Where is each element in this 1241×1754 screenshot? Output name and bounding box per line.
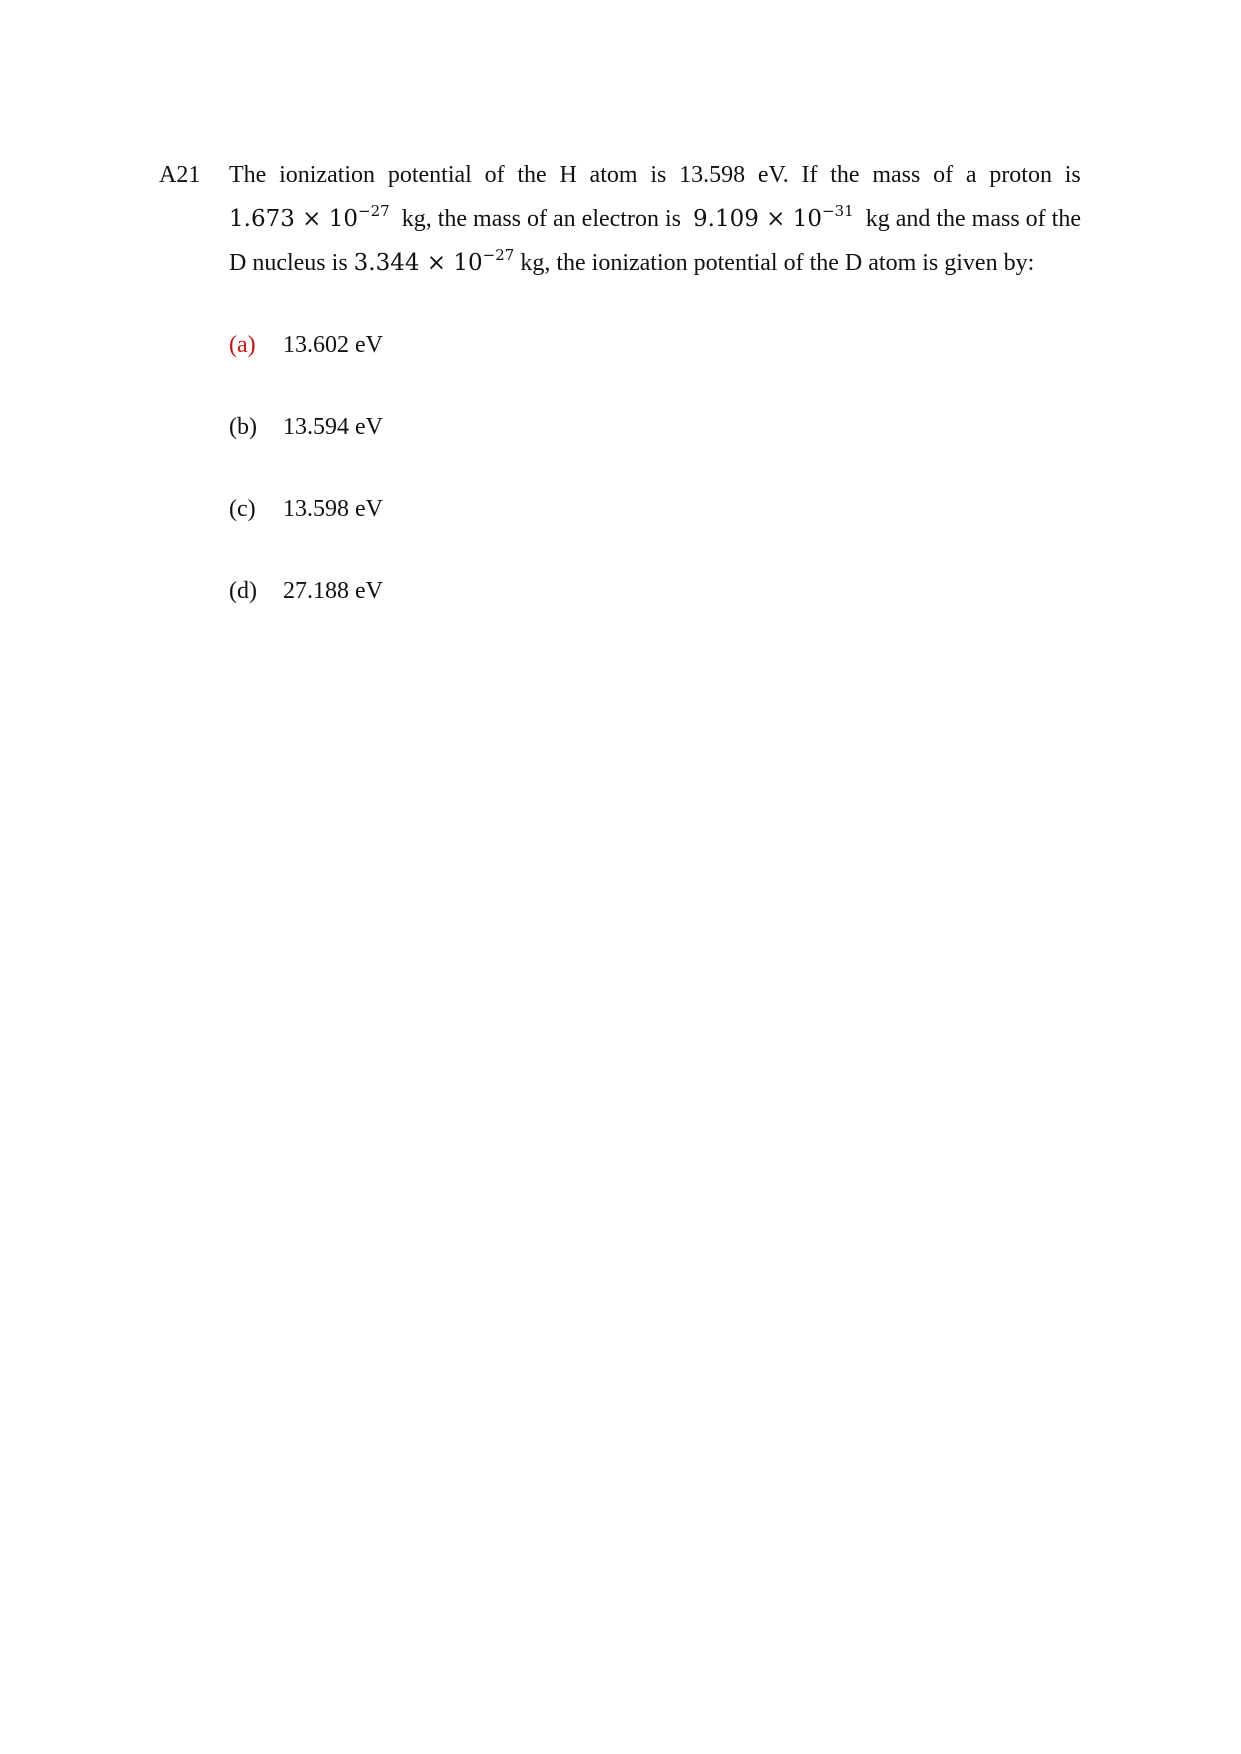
question-line-3 — [229, 248, 1081, 292]
option-c[interactable] — [229, 494, 383, 576]
option-d-value: 27.188 eV — [283, 578, 383, 604]
option-a[interactable] — [229, 330, 383, 412]
question-line-1-word: ionization — [279, 162, 376, 188]
answer-options — [229, 330, 383, 658]
electron-mass-mantissa: 9.109 × 10 — [693, 206, 823, 232]
question-line-1-word: of — [933, 162, 954, 188]
question-line-1-word: a — [965, 162, 977, 188]
question-line-1-word: proton — [989, 162, 1052, 188]
question-line-1-word: If — [801, 162, 818, 188]
question-line-1-word: the — [830, 162, 860, 188]
question-text — [229, 160, 1081, 292]
question-line-1-word: 13.598 — [679, 162, 746, 188]
question-line-2-middle: kg, the mass of an electron is — [395, 206, 687, 232]
option-b[interactable] — [229, 412, 383, 494]
question-line-2 — [229, 204, 1081, 248]
question-line-1-word: the — [517, 162, 547, 188]
option-d-letter: (d) — [229, 578, 257, 604]
deuteron-mass — [353, 246, 515, 276]
option-c-letter: (c) — [229, 496, 256, 522]
proton-mass-exponent: −27 — [358, 202, 390, 220]
question-line-1-word: H — [559, 162, 577, 188]
proton-mass-mantissa: 1.673 × 10 — [229, 206, 359, 232]
question-line-3-end: kg, the ionization potential of the D atom is given by: — [514, 250, 1035, 276]
question-line-1-word: The — [229, 162, 267, 188]
question-line-1-word: eV. — [757, 162, 789, 188]
question-number: A21 — [159, 162, 201, 188]
option-a-letter: (a) — [229, 332, 256, 358]
question-line-1-word: mass — [872, 162, 921, 188]
proton-mass — [229, 204, 390, 248]
option-a-value: 13.602 eV — [283, 332, 383, 358]
question-line-1-word: is — [650, 162, 667, 188]
electron-mass — [693, 204, 854, 248]
question-line-1-word: is — [1064, 162, 1081, 188]
question-line-3-start: D nucleus is — [229, 250, 354, 276]
question-line-1-word: of — [484, 162, 505, 188]
deuteron-mass-mantissa: 3.344 × 10 — [353, 250, 483, 276]
deuteron-mass-exponent: −27 — [482, 246, 515, 264]
electron-mass-exponent: −31 — [822, 202, 854, 220]
question-line-1-word: potential — [387, 162, 472, 188]
option-c-value: 13.598 eV — [283, 496, 383, 522]
option-b-letter: (b) — [229, 414, 257, 440]
question-line-1 — [229, 160, 1081, 204]
option-d[interactable] — [229, 576, 383, 658]
option-b-value: 13.594 eV — [283, 414, 383, 440]
question-line-2-end: kg and the mass of the — [859, 206, 1081, 232]
question-line-1-word: atom — [589, 162, 638, 188]
